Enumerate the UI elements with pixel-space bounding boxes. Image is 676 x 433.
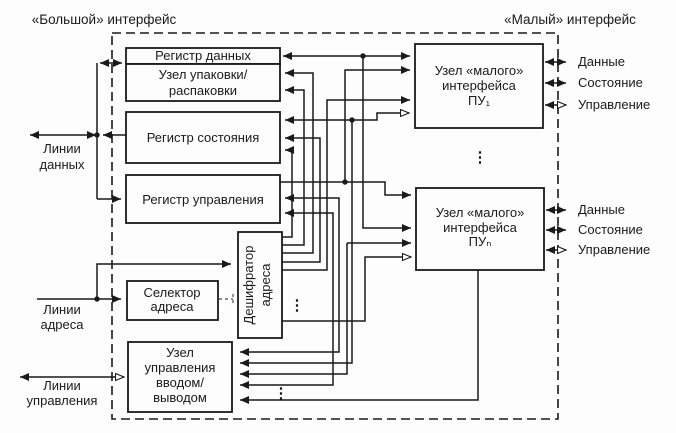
junction-dot	[94, 132, 99, 137]
pu1-label-2: интерфейса	[442, 78, 516, 93]
pun-data-label: Данные	[578, 202, 625, 217]
pun-label-2: интерфейса	[443, 220, 517, 235]
io-control-label-4: выводом	[153, 390, 207, 405]
io-inputs-ellipsis-icon: ⋮	[273, 385, 289, 402]
junction-dot	[342, 179, 347, 184]
pun-label-3: ПУₙ	[468, 234, 492, 249]
address-lines-label-2: адреса	[40, 317, 84, 332]
decoder-out-to-packing-high	[282, 73, 313, 253]
blocks-layer	[126, 44, 544, 412]
decoder-out-to-status-register-low	[282, 150, 292, 237]
address-selector-label-2: адреса	[150, 299, 194, 314]
status-register-label: Регистр состояния	[146, 130, 260, 145]
junction-dot	[94, 296, 99, 301]
address-lines-label-1: Линии	[43, 302, 81, 317]
control-register-to-pu1	[345, 70, 410, 182]
pu1-label-3: ПУ₁	[468, 93, 490, 108]
decoder-outputs-ellipsis-icon: ⋮	[289, 297, 305, 314]
pu1-data-label: Данные	[578, 54, 625, 69]
pu1-control-label: Управление	[578, 97, 651, 112]
pu1-status-label: Состояние	[578, 75, 643, 90]
packing-node-label-1: Узел упаковки/	[158, 67, 248, 82]
control-lines-label-1: Линии	[43, 378, 81, 393]
pun-label-1: Узел «малого»	[435, 205, 525, 220]
pu-nodes-ellipsis-icon: ⋮	[472, 149, 488, 166]
data-register-label: Регистр данных	[155, 48, 251, 63]
data-branch-to-pun	[363, 56, 411, 228]
control-lines-label-2: управления	[26, 393, 98, 408]
pu1-label-1: Узел «малого»	[434, 63, 524, 78]
control-register-label: Регистр управления	[142, 192, 264, 207]
data-lines-label-2: данных	[39, 157, 85, 172]
junction-dot	[360, 53, 365, 58]
address-selector-label-1: Селектор	[143, 285, 201, 300]
junction-dot	[349, 117, 354, 122]
address-decoder-label-1: Дешифратор	[241, 245, 256, 325]
small-interface-title: «Малый» интерфейс	[504, 12, 636, 27]
data-lines-label-1: Линии	[43, 141, 81, 156]
pun-control-label: Управление	[578, 242, 651, 257]
big-interface-title: «Большой» интерфейс	[31, 12, 177, 27]
pun-status-label: Состояние	[578, 222, 643, 237]
io-control-label-2: управления	[144, 360, 216, 375]
io-control-label-3: вводом/	[156, 375, 204, 390]
io-control-label-1: Узел	[166, 345, 194, 360]
decoder-out-to-packing-low	[282, 90, 304, 245]
decoder-out-to-status-register-mid	[282, 138, 320, 262]
address-decoder-label-2: адреса	[258, 263, 273, 307]
packing-node-label-2: распаковки	[168, 83, 238, 98]
